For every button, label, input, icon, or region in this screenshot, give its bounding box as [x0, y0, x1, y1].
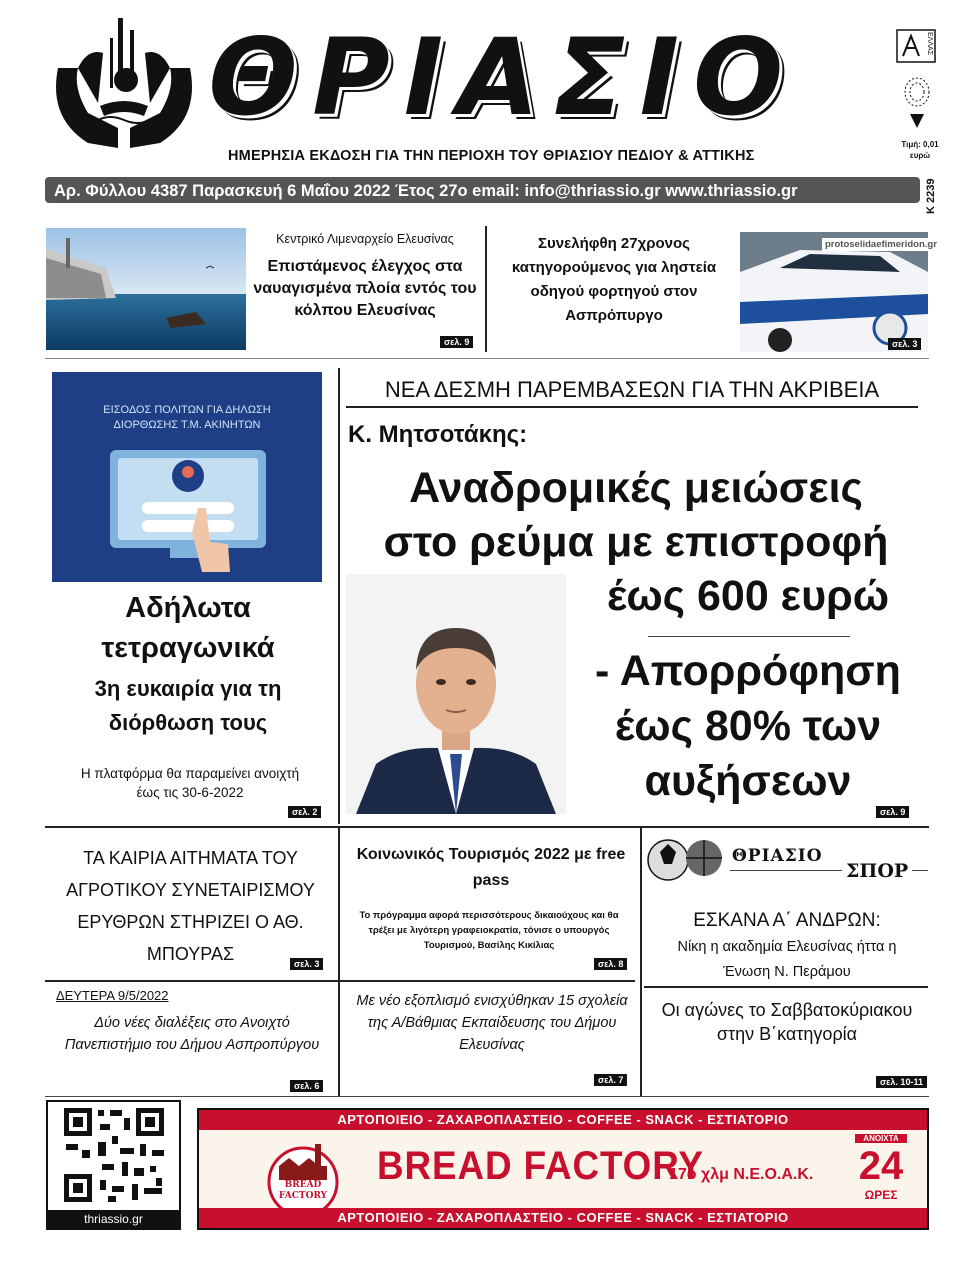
politician-portrait: [346, 574, 566, 814]
top-left-headline: Επιστάμενος έλεγχος στα ναυαγισμένα πλοία εντός του κόλπου Ελευσίνας: [253, 258, 477, 319]
ad-open-label: ΑΝΟΙΧΤΑ: [855, 1134, 907, 1143]
row4-col1-date: ΔΕΥΤΕΡΑ 9/5/2022: [56, 988, 169, 1003]
issue-bar-text: Αρ. Φύλλου 4387 Παρασκευή 6 Μαΐου 2022 Έτος 27ο email: info@thriassio.gr www.thriassio.gr: [54, 182, 798, 200]
divider: [644, 986, 928, 988]
platform-image-line1: ΕΙΣΟΔΟΣ ΠΟΛΙΤΩΝ ΓΙΑ ΔΗΛΩΣΗ: [103, 404, 271, 416]
divider: [45, 1096, 929, 1097]
divider: [338, 368, 340, 824]
row3-col1-page: σελ. 3: [290, 958, 323, 970]
top-left-page: σελ. 9: [440, 336, 473, 348]
row4-col1-page: σελ. 6: [290, 1080, 323, 1092]
divider: [45, 826, 929, 828]
hands-logo-icon: [48, 8, 200, 158]
ad-hours-unit: ΩΡΕΣ: [864, 1188, 898, 1202]
sport-label: ΣΠΟΡ: [842, 860, 912, 882]
sport-brand: ΘΡΙΑΣΙΟ: [732, 846, 823, 866]
row4-col3-headline: Οι αγώνες το Σαββατοκύριακου στην Β΄κατηγορία: [661, 1000, 913, 1044]
ad-logo-line1: BREAD: [284, 1180, 322, 1190]
left-feature-page: σελ. 2: [288, 806, 321, 818]
main-story-page: σελ. 9: [876, 806, 909, 818]
divider: [338, 828, 340, 1096]
left-feature-headline: Αδήλωτα τετραγωνικά: [101, 592, 275, 664]
left-feature-subheadline: 3η ευκαιρία για τη διόρθωση τους: [94, 676, 282, 735]
qr-label: thriassio.gr: [48, 1210, 179, 1228]
ad-location: 17ο χλμ Ν.Ε.Ο.Α.Κ.: [669, 1166, 814, 1183]
sport-headline: ΕΣΚΑΝΑ Α΄ ΑΝΔΡΩΝ:: [693, 910, 881, 931]
ad-brand: BREAD FACTORY: [377, 1144, 704, 1188]
main-headline-line1: Αναδρομικές μειώσεις: [409, 464, 863, 512]
ad-bottom-strip: ΑΡΤΟΠΟΙΕΙΟ - ΖΑΧΑΡΟΠΛΑΣΤΕΙΟ - COFFEE - SNACK - ΕΣΤΙΑΤΟΡΙΟ: [199, 1208, 927, 1228]
divider: [45, 358, 929, 359]
row3-col2-body: Το πρόγραμμα αφορά περισσότερους δικαιούχους και θα τρέξει με λιγότερη γραφειοκρατία, τόνισε ο υπουργός Τουρισμού, Βασίλης Κικίλιας: [359, 910, 619, 951]
sport-subheadline: Νίκη η ακαδημία Ελευσίνας ήττα η Ένωση Ν. Περάμου: [677, 939, 897, 980]
main-headline-line6: αυξήσεων: [644, 757, 852, 805]
row4-col3-page: σελ. 10-11: [876, 1076, 927, 1088]
spiral-emblem-icon: [902, 72, 932, 132]
watermark: protoselidaefimeridon.gr: [822, 238, 940, 251]
issue-code: Κ 2239: [925, 178, 937, 214]
divider: [45, 980, 635, 982]
main-headline-line3: έως 600 ευρώ: [606, 572, 890, 620]
row3-col2-headline: Κοινωνικός Τουρισμός 2022 με free pass: [356, 846, 626, 889]
row4-col2-page: σελ. 7: [594, 1074, 627, 1086]
platform-image-line2: ΔΙΟΡΘΩΣΗΣ Τ.Μ. ΑΚΙΝΗΤΩΝ: [113, 419, 261, 431]
main-overline: ΝΕΑ ΔΕΣΜΗ ΠΑΡΕΜΒΑΣΕΩΝ ΓΙΑ ΤΗΝ ΑΚΡΙΒΕΙΑ: [346, 376, 918, 408]
main-kicker: Κ. Μητσοτάκης:: [348, 421, 528, 448]
top-left-kicker: Κεντρικό Λιμεναρχείο Ελευσίνας: [276, 232, 454, 246]
main-headline-line2: στο ρεύμα με επιστροφή: [383, 518, 889, 566]
qr-code-icon: [62, 1106, 166, 1204]
price-label: Τιμή: 0,01: [901, 140, 939, 149]
seal-text: ΕΛΛΑΣ: [926, 32, 933, 56]
price-unit: ευρώ: [909, 151, 931, 160]
row3-col2-page: σελ. 8: [594, 958, 627, 970]
row3-col1-headline: ΤΑ ΚΑΙΡΙΑ ΑΙΤΗΜΑΤΑ ΤΟΥ ΑΓΡΟΤΙΚΟΥ ΣΥΝΕΤΑΙΡΙΣΜΟΥ ΕΡΥΘΡΩΝ ΣΤΗΡΙΖΕΙ Ο ΑΘ. ΜΠΟΥΡΑΣ: [66, 848, 315, 964]
ad-hours: 24: [858, 1144, 904, 1188]
divider: [648, 636, 850, 637]
divider: [640, 828, 642, 1096]
divider: [485, 226, 487, 352]
masthead: [0, 0, 974, 215]
ad-top-strip: ΑΡΤΟΠΟΙΕΙΟ - ΖΑΧΑΡΟΠΛΑΣΤΕΙΟ - COFFEE - SNACK - ΕΣΤΙΑΤΟΡΙΟ: [199, 1110, 927, 1130]
masthead-title: ΘΡΙΑΣΙΟ: [208, 16, 798, 139]
top-right-headline: Συνελήφθη 27χρονος κατηγορούμενος για ληστεία οδηγού φορτηγού στον Ασπρόπυργο: [511, 235, 717, 324]
ad-logo-line2: FACTORY: [278, 1191, 328, 1201]
main-headline-line5: έως 80% των: [614, 702, 882, 750]
masthead-subtitle: ΗΜΕΡΗΣΙΑ ΕΚΔΟΣΗ ΓΙΑ ΤΗΝ ΠΕΡΙΟΧΗ ΤΟΥ ΘΡΙΑΣΙΟΥ ΠΕΔΙΟΥ & ΑΤΤΙΚΗΣ: [228, 148, 755, 164]
row4-col2-headline: Με νέο εξοπλισμό ενισχύθηκαν 15 σχολεία της Α/Βάθμιας Εκπαίδευσης του Δήμου Ελευσίνας: [356, 993, 628, 1053]
left-feature-body: Η πλατφόρμα θα παραμείνει ανοιχτή έως τις 30-6-2022: [80, 766, 300, 800]
row4-col1-headline: Δύο νέες διαλέξεις στο Ανοιχτό Πανεπιστήμιο του Δήμου Ασπροπύργου: [64, 1015, 320, 1053]
main-headline-line4: - Απορρόφηση: [595, 647, 901, 695]
bread-factory-ad: [197, 1108, 929, 1230]
harbor-photo: [46, 228, 246, 350]
top-right-page: σελ. 3: [888, 338, 921, 350]
sport-balls-icon: [646, 834, 726, 884]
